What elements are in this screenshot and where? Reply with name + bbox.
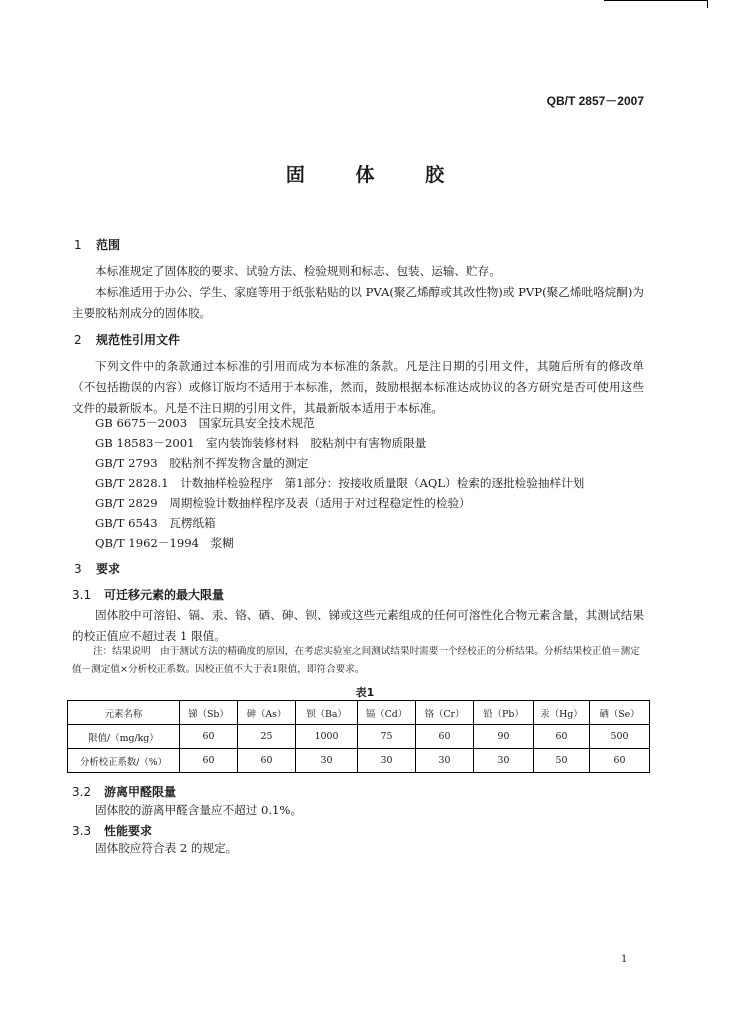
reference-item: GB/T 2828.1 计数抽样检验程序 第1部分：按接收质量限（AQL）检索的逐批检验抽样计划 [95, 476, 585, 490]
table-header-cell: 钡（Ba） [296, 701, 358, 725]
reference-item: QB/T 1962－1994 浆糊 [95, 536, 234, 550]
table-1 [67, 700, 650, 773]
table-header-cell: 元素名称 [68, 701, 180, 725]
page-number: 1 [621, 954, 628, 965]
document-title: 固 体 胶 [285, 164, 467, 186]
scan-border-line [707, 0, 708, 8]
section-number: 2 [74, 333, 82, 347]
section-3-2-paragraph: 固体胶的游离甲醛含量应不超过 0.1%。 [95, 803, 303, 817]
table-cell: 30 [474, 749, 534, 773]
section-3-2-heading [72, 783, 176, 800]
reference-item: GB 6675－2003 国家玩具安全技术规范 [95, 416, 315, 430]
table-row [68, 749, 650, 773]
section-2-heading [74, 331, 180, 348]
section-title: 性能要求 [104, 824, 153, 838]
section-3-3-heading [72, 822, 152, 839]
table-cell: 60 [534, 725, 590, 749]
section-3-1-paragraph: 固体胶中可溶铅、镉、汞、铬、硒、砷、钡、锑或这些元素组成的任何可溶性化合物元素含量，其测试结果的校正值应不超过表 1 限值。 [72, 608, 644, 643]
table-cell: 25 [238, 725, 296, 749]
table-cell: 500 [590, 725, 650, 749]
reference-item: GB/T 6543 瓦楞纸箱 [95, 516, 216, 530]
table-1-caption: 表1 [355, 686, 375, 699]
table-cell: 60 [590, 749, 650, 773]
section-1-heading [74, 236, 120, 253]
reference-item: GB 18583－2001 室内装饰装修材料 胶粘剂中有害物质限量 [95, 436, 427, 450]
section-number: 1 [74, 238, 82, 252]
table-cell: 30 [358, 749, 416, 773]
section-number: 3.3 [72, 824, 92, 838]
section-number: 3.1 [72, 588, 92, 602]
table-header-cell: 汞（Hg） [534, 701, 590, 725]
table-cell: 90 [474, 725, 534, 749]
table-cell: 30 [296, 749, 358, 773]
table-header-cell: 镉（Cd） [358, 701, 416, 725]
standard-number: QB/T 2857－2007 [546, 94, 644, 108]
section-1-paragraph-1: 本标准规定了固体胶的要求、试验方法、检验规则和标志、包装、运输、贮存。 [95, 264, 501, 278]
table-cell: 75 [358, 725, 416, 749]
section-title: 范围 [96, 238, 121, 252]
section-3-1-note: 注：结果说明 由于测试方法的精确度的原因，在考虑实验室之间测试结果时需要一个经校正的分析结果。分析结果校正值＝测定值－测定值×分析校正系数。因校正值不大于表1限值，即符合要求。 [72, 646, 640, 675]
table-header-cell: 铅（Pb） [474, 701, 534, 725]
section-number: 3.2 [72, 785, 92, 799]
reference-item: GB/T 2793 胶粘剂不挥发物含量的测定 [95, 456, 309, 470]
table-header-cell: 硒（Se） [590, 701, 650, 725]
table-cell: 60 [180, 749, 238, 773]
table-header-cell: 锑（Sb） [180, 701, 238, 725]
table-row [68, 725, 650, 749]
table-header-cell: 砷（As） [238, 701, 296, 725]
section-number: 3 [74, 562, 82, 576]
table-row-label: 分析校正系数/（%） [68, 749, 180, 773]
section-3-1-heading [72, 586, 224, 603]
section-2-paragraph: 下列文件中的条款通过本标准的引用而成为本标准的条款。凡是注日期的引用文件，其随后所有的修改单（不包括勘误的内容）或修订版均不适用于本标准，然而，鼓励根据本标准达成协议的各方研究是否可使用这些文件的最新版本。凡是不注日期的引用文件，其最新版本适用于本标准。 [72, 359, 644, 415]
section-title: 游离甲醛限量 [104, 785, 177, 799]
scan-border-line [604, 0, 708, 1]
table-header-row [68, 701, 650, 725]
section-1-paragraph-2: 本标准适用于办公、学生、家庭等用于纸张粘贴的以 PVA(聚乙烯醇或其改性物)或 PVP(聚乙烯吡咯烷酮)为主要胶粘剂成分的固体胶。 [72, 285, 644, 320]
section-3-3-paragraph: 固体胶应符合表 2 的规定。 [95, 841, 238, 855]
section-title: 要求 [96, 562, 121, 576]
section-title: 规范性引用文件 [96, 333, 181, 347]
table-cell: 1000 [296, 725, 358, 749]
section-title: 可迁移元素的最大限量 [104, 588, 225, 602]
table-header-cell: 铬（Cr） [416, 701, 474, 725]
table-row-label: 限值/（mg/kg） [68, 725, 180, 749]
table-cell: 50 [534, 749, 590, 773]
section-3-heading [74, 560, 120, 577]
table-cell: 60 [238, 749, 296, 773]
table-cell: 30 [416, 749, 474, 773]
table-cell: 60 [416, 725, 474, 749]
reference-item: GB/T 2829 周期检验计数抽样程序及表（适用于对过程稳定性的检验） [95, 496, 471, 510]
table-cell: 60 [180, 725, 238, 749]
